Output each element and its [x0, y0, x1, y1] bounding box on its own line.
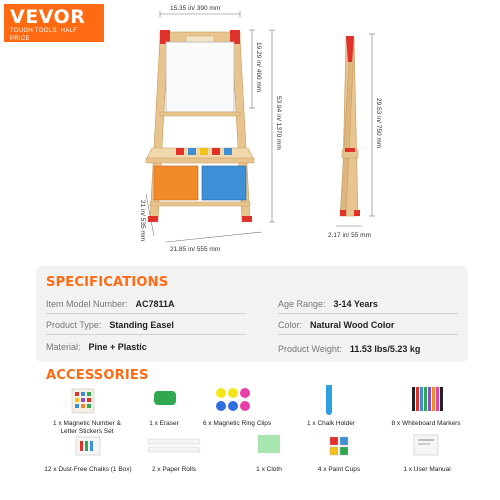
specifications-card [36, 266, 468, 362]
spec-model-number: Item Model Number: AC7811A [46, 299, 175, 309]
accessory-stickers-label: 1 x Magnetic Number & Letter Stickers Set [53, 420, 121, 435]
dim-width-base: 21.85 in/ 555 mm [170, 246, 221, 253]
chalk-holder-icon [326, 385, 332, 415]
spec-divider [46, 313, 246, 314]
spec-divider [278, 313, 458, 314]
cloth-icon [258, 435, 280, 453]
dim-depth: 21 in/ 535 mm [139, 200, 146, 242]
dim-side-width: 2.17 in/ 55 mm [328, 232, 371, 239]
accessory-eraser-label: 1 x Eraser [149, 420, 179, 427]
eraser-icon [154, 391, 176, 405]
spec-product-type: Product Type: Standing Easel [46, 320, 174, 330]
spec-weight: Product Weight: 11.53 lbs/5.23 kg [278, 344, 421, 354]
markers-icon [412, 387, 443, 411]
brand-name: VEVOR [10, 6, 86, 28]
accessory-markers-label: 8 x Whiteboard Markers [391, 420, 461, 427]
paper-rolls-icon [148, 439, 200, 452]
accessory-chalk-holder-label: 1 x Chalk Holder [306, 420, 356, 427]
accessory-user-manual-label: 1 x User Manual [403, 466, 451, 473]
dim-board-height: 19.29 in/ 490 mm [255, 42, 262, 93]
spec-color: Color: Natural Wood Color [278, 320, 395, 330]
paint-cups-icon [330, 437, 348, 455]
user-manual-icon [414, 435, 438, 455]
dim-width-top: 15.35 in/ 390 mm [170, 5, 221, 12]
chalk-box-icon [76, 437, 100, 455]
spec-age-range: Age Range: 3-14 Years [278, 299, 378, 309]
easel-side [340, 36, 360, 216]
specifications-title: SPECIFICATIONS [46, 275, 169, 290]
dim-total-height: 53.94 in/ 1370 mm [275, 96, 282, 150]
ring-clips-icon [216, 388, 250, 411]
accessory-ring-clips-label: 6 x Magnetic Ring Clips [202, 420, 272, 427]
brand-tagline: TOUGH TOOLS, HALF PRICE [10, 28, 78, 42]
spec-divider [278, 334, 458, 335]
accessory-paint-cups-label: 4 x Paint Cups [317, 466, 361, 473]
accessory-cloth-label: 1 x Cloth [256, 466, 282, 473]
sticker-set-icon [72, 389, 94, 413]
accessory-chalks-label: 12 x Dust-Free Chalks (1 Box) [44, 466, 132, 473]
easel-front [146, 30, 254, 222]
spec-divider [46, 334, 246, 335]
accessories-title: ACCESSORIES [46, 368, 149, 383]
dim-side-height: 29.53 in/ 750 mm [375, 98, 382, 149]
spec-material: Material: Pine + Plastic [46, 342, 147, 352]
accessory-paper-rolls-label: 2 x Paper Rolls [151, 466, 197, 473]
